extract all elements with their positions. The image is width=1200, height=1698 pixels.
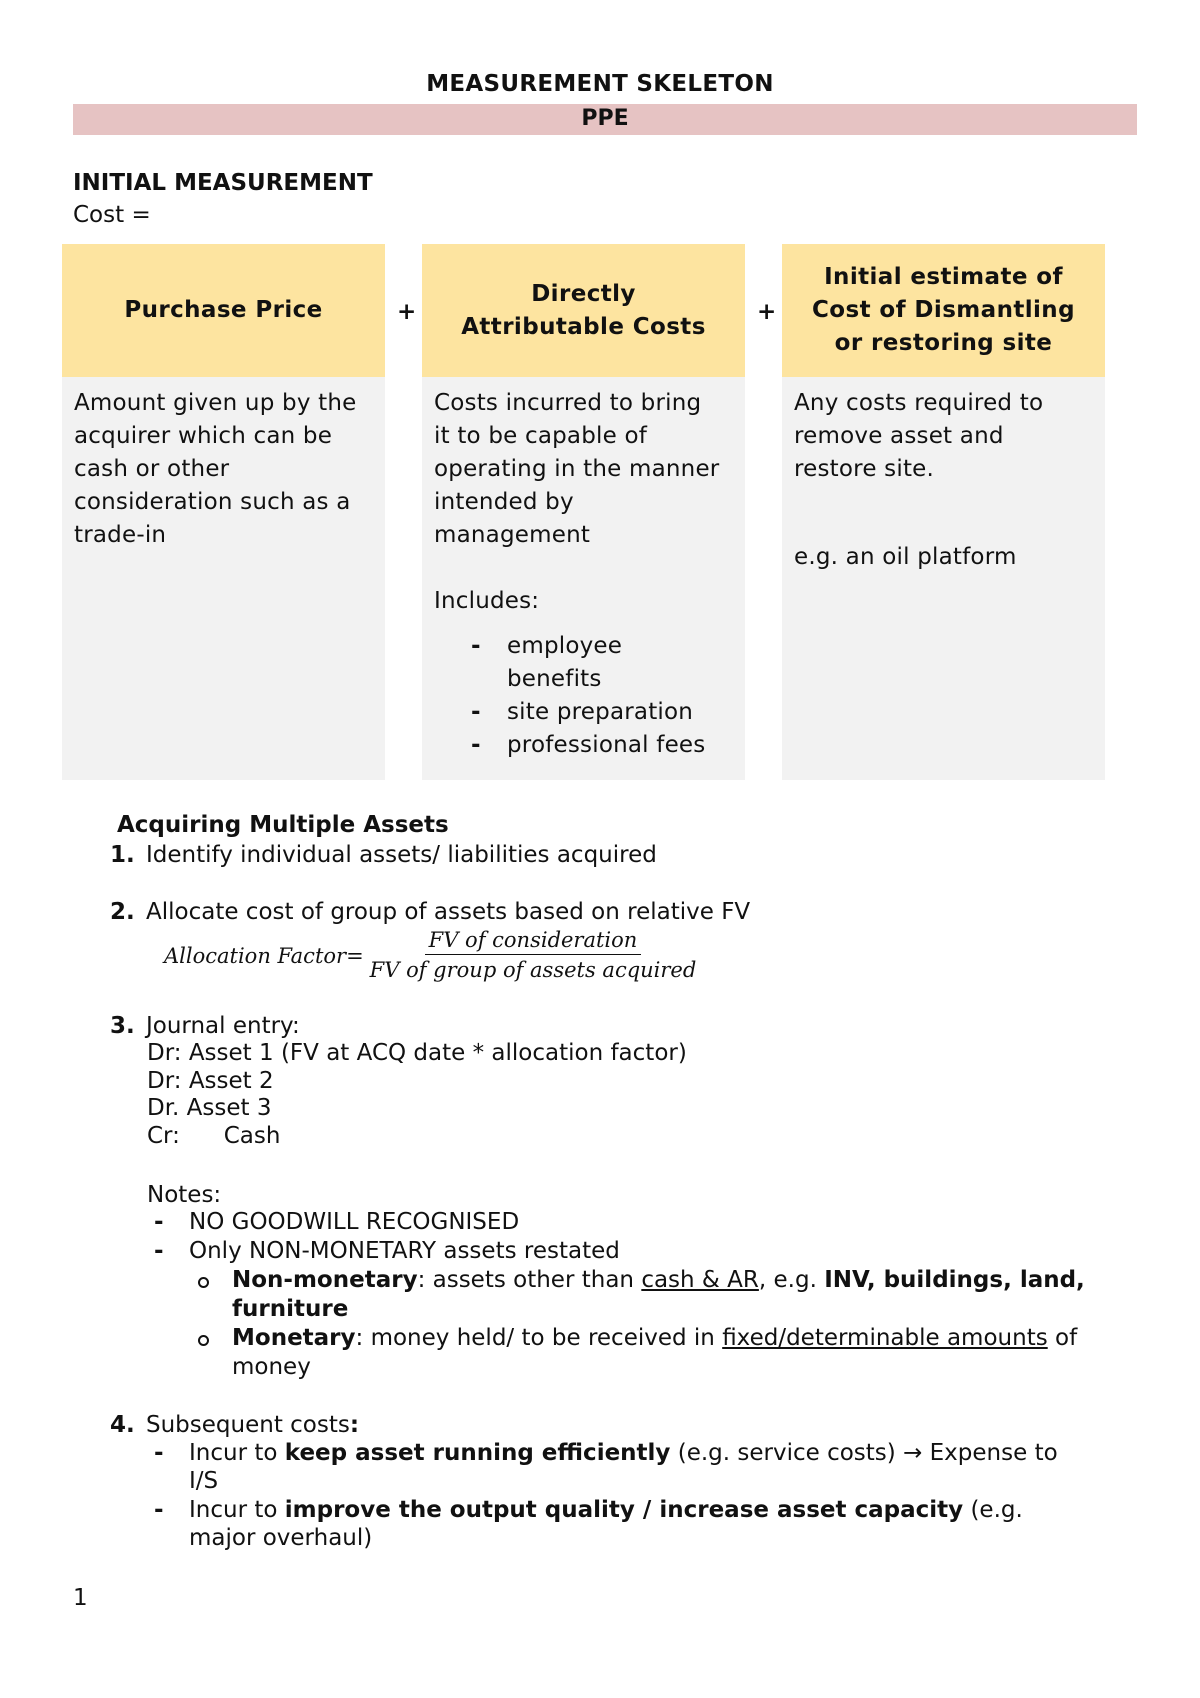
list-item: - site preparation	[434, 696, 733, 729]
note-subitem-monetary: Monetary: money held/ to be received in fixed/determinable amounts of money	[147, 1324, 1137, 1382]
subsequent-item: - Incur to keep asset running efficiently (e.g. service costs) → Expense to I/S	[147, 1440, 1137, 1495]
heading-initial-measurement: INITIAL MEASUREMENT	[73, 170, 373, 196]
body-line: acquirer which can be	[74, 423, 333, 449]
column-header	[62, 244, 385, 377]
body-line: operating in the manner	[434, 456, 720, 482]
example-line: e.g. an oil platform	[794, 544, 1017, 570]
cost-equation-label: Cost =	[73, 202, 151, 228]
step-4: 4. Subsequent costs:	[110, 1412, 360, 1438]
includes-list	[434, 630, 733, 762]
column-body	[422, 377, 745, 762]
step-text: Subsequent costs	[146, 1412, 350, 1438]
column-directly-attributable	[422, 244, 745, 780]
plus-sign: +	[757, 299, 777, 325]
header-line: Initial estimate of	[824, 264, 1063, 290]
column-purchase-price	[62, 244, 385, 780]
journal-entry	[147, 1040, 687, 1150]
column-dismantling	[782, 244, 1105, 780]
body-line: restore site.	[794, 456, 935, 482]
body-line: intended by	[434, 489, 574, 515]
formula-lhs: Allocation Factor=	[164, 943, 364, 968]
step-number: 4.	[110, 1412, 135, 1438]
journal-line: Dr. Asset 3	[147, 1095, 272, 1121]
subsequent-costs-list	[147, 1440, 1137, 1552]
body-line: management	[434, 522, 591, 548]
step-number: 2.	[110, 899, 135, 925]
document-title: MEASUREMENT SKELETON	[426, 71, 774, 97]
column-header	[782, 244, 1105, 377]
heading-acquiring-multiple-assets: Acquiring Multiple Assets	[117, 812, 449, 838]
header-line: or restoring site	[834, 330, 1053, 356]
header-line: Directly	[531, 280, 636, 307]
column-header	[422, 244, 745, 377]
step-text: Allocate cost of group of assets based on relative FV	[146, 899, 751, 925]
body-line: remove asset and	[794, 423, 1004, 449]
body-line: trade-in	[74, 522, 167, 548]
section-banner-ppe: PPE	[73, 104, 1137, 135]
body-line: consideration such as a	[74, 489, 351, 515]
step-2	[110, 898, 750, 927]
plus-sign: +	[397, 299, 417, 325]
note-item: - NO GOODWILL RECOGNISED	[147, 1208, 1137, 1237]
step-number: 1.	[110, 842, 135, 868]
list-item: - professional fees	[434, 729, 733, 762]
body-line: Costs incurred to bring	[434, 390, 702, 416]
step-1	[110, 841, 657, 870]
header-line: Purchase Price	[124, 297, 323, 323]
header-line: Attributable Costs	[461, 313, 706, 340]
notes-list	[147, 1208, 1137, 1382]
formula-fraction	[366, 926, 701, 985]
journal-line: Dr: Asset 2	[147, 1067, 274, 1094]
journal-line: Dr: Asset 1 (FV at ACQ date * allocation factor)	[147, 1040, 687, 1066]
notes-label: Notes:	[147, 1182, 222, 1208]
list-item: - employee benefits	[434, 630, 733, 696]
header-line: Cost of Dismantling	[812, 297, 1075, 323]
note-item: - Only NON-MONETARY assets restated	[147, 1237, 1137, 1266]
step-3	[110, 1012, 300, 1041]
allocation-factor-formula	[164, 926, 700, 985]
subsequent-item: - Incur to improve the output quality / increase asset capacity (e.g. major overhaul)	[147, 1497, 1137, 1552]
body-line: it to be capable of	[434, 423, 648, 449]
step-text: Identify individual assets/ liabilities acquired	[146, 842, 657, 868]
journal-line: Cr: Cash	[147, 1122, 281, 1149]
page-number: 1	[73, 1585, 88, 1611]
includes-label: Includes:	[434, 588, 540, 614]
column-body	[782, 377, 1105, 574]
step-number: 3.	[110, 1013, 135, 1039]
body-line: Amount given up by the	[74, 390, 357, 416]
formula-numerator: FV of consideration	[425, 926, 642, 955]
body-line: cash or other	[74, 456, 230, 482]
column-body	[62, 377, 385, 552]
body-line: Any costs required to	[794, 390, 1044, 416]
note-subitem-nonmonetary: Non-monetary: assets other than cash & AR, e.g. INV, buildings, land, furniture	[147, 1266, 1137, 1324]
step-text: Journal entry:	[146, 1013, 300, 1039]
formula-denominator: FV of group of assets acquired	[369, 958, 697, 982]
